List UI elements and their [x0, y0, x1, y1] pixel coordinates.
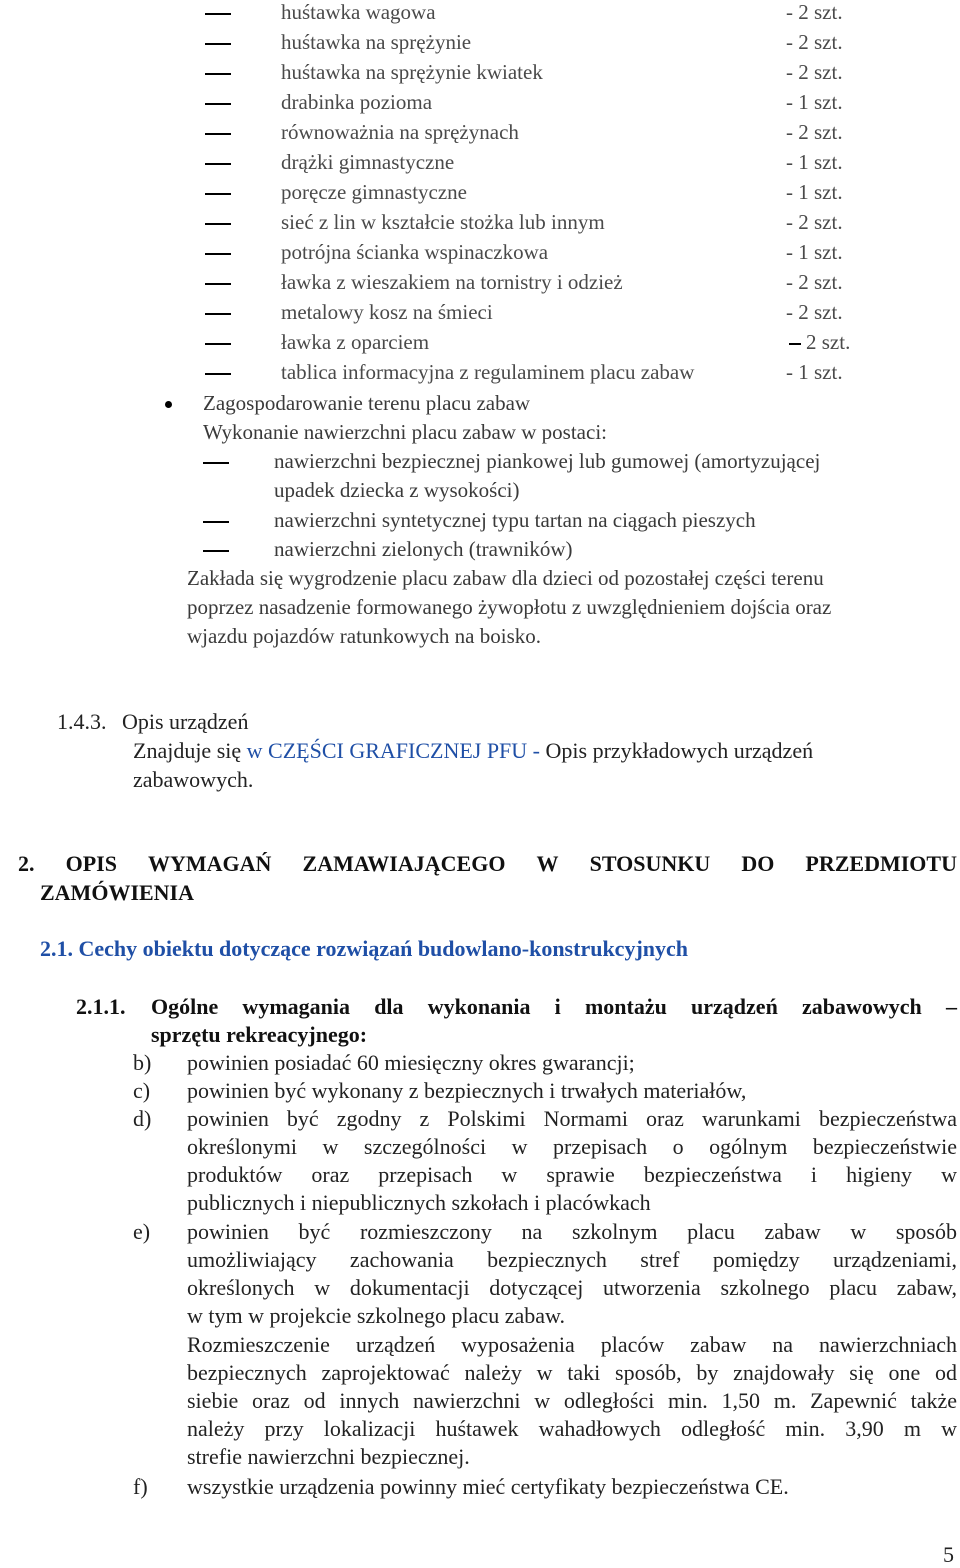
heading-word: OPIS [65, 851, 117, 876]
dash-icon [203, 550, 229, 552]
section-title-cont: sprzętu rekreacyjnego: [151, 1022, 368, 1047]
equipment-name: huśtawka na sprężynie [281, 30, 472, 54]
heading-word: W [536, 851, 559, 876]
equipment-qty: - 1 szt. [786, 150, 843, 174]
dash-icon [205, 373, 231, 375]
equipment-name: sieć z lin w kształcie stożka lub innym [281, 210, 605, 234]
dash-icon [205, 283, 231, 285]
dash-icon [205, 133, 231, 135]
surface-item: nawierzchni zielonych (trawników) [274, 537, 573, 561]
equipment-qty: - 2 szt. [786, 270, 843, 294]
dash-icon [205, 313, 231, 315]
heading-word: WYMAGAŃ [148, 851, 272, 876]
section-title: Zagospodarowanie terenu placu zabaw [203, 391, 531, 415]
paragraph-line: należy przy lokalizacji huśtawek wahadłowych odległość min. 3,90 m w [187, 1416, 957, 1441]
equipment-name: metalowy kosz na śmieci [281, 300, 493, 324]
equipment-name: ławka z wieszakiem na tornistry i odzież [281, 270, 623, 294]
section-title: Ogólne wymagania dla wykonania i montażu urządzeń zabawowych – [151, 994, 957, 1019]
equipment-name: ławka z oparciem [281, 330, 430, 354]
dash-icon [203, 462, 229, 464]
bullet-icon [165, 401, 172, 408]
equipment-name: drążki gimnastyczne [281, 150, 455, 174]
item-line: powinien być wykonany z bezpiecznych i trwałych materiałów, [187, 1078, 747, 1103]
equipment-qty: - 1 szt. [786, 360, 843, 384]
equipment-qty: - 2 szt. [786, 30, 843, 54]
dash-icon [205, 253, 231, 255]
heading-line [18, 853, 957, 875]
paragraph-line: bezpiecznych zaprojektować należy w taki sposób, by znajdowały się one od [187, 1360, 957, 1385]
heading-word: DO [741, 851, 775, 876]
reference-text: w CZĘŚCI GRAFICZNEJ PFU - [246, 738, 541, 763]
heading-word: ZAMAWIAJĄCEGO [302, 851, 506, 876]
section-text-cont: zabawowych. [133, 767, 254, 792]
equipment-qty: 2 szt. [806, 330, 851, 354]
dash-icon [205, 13, 231, 15]
paragraph-line: Rozmieszczenie urządzeń wyposażenia placów zabaw na nawierzchniach [187, 1332, 957, 1357]
item-line: publicznych i niepublicznych szkołach i placówkach [187, 1190, 651, 1215]
equipment-name: potrójna ścianka wspinaczkowa [281, 240, 549, 264]
section-text [133, 740, 813, 762]
item-line: powinien być rozmieszczony na szkolnym placu zabaw w sposób [187, 1219, 957, 1244]
item-line: powinien posiadać 60 miesięczny okres gwarancji; [187, 1050, 635, 1075]
paragraph-line: wjazdu pojazdów ratunkowych na boisko. [187, 624, 541, 648]
equipment-qty: - 2 szt. [786, 60, 843, 84]
section-number: 2.1.1. [76, 994, 126, 1019]
paragraph-line: strefie nawierzchni bezpiecznej. [187, 1444, 470, 1469]
equipment-name: drabinka pozioma [281, 90, 433, 114]
text-part: Znajduje się [133, 738, 247, 763]
item-line: określonymi w szczególności w przepisach o ogólnym bezpieczeństwie [187, 1134, 957, 1159]
surface-item: nawierzchni syntetycznej typu tartan na ciągach pieszych [274, 508, 756, 532]
item-line: umożliwiający zachowania bezpiecznych stref pomiędzy urządzeniami, [187, 1247, 957, 1272]
dash-icon [205, 343, 231, 345]
item-letter: f) [133, 1474, 148, 1499]
dash-icon [203, 521, 229, 523]
dash-icon [205, 43, 231, 45]
paragraph-line: siebie oraz od innych nawierzchni w odległości min. 1,50 m. Zapewnić także [187, 1388, 957, 1413]
item-line: produktów oraz przepisach w sprawie bezpieczeństwa i higieny w [187, 1162, 957, 1187]
item-line: powinien być zgodny z Polskimi Normami oraz warunkami bezpieczeństwa [187, 1106, 957, 1131]
equipment-qty: - 1 szt. [786, 90, 843, 114]
equipment-name: tablica informacyjna z regulaminem placu zabaw [281, 360, 695, 384]
subsection-heading: 2.1. Cechy obiektu dotyczące rozwiązań budowlano-konstrukcyjnych [40, 936, 689, 961]
section-title: Opis urządzeń [122, 709, 249, 734]
item-letter: c) [133, 1078, 151, 1103]
heading-word: PRZEDMIOTU [805, 851, 957, 876]
equipment-qty: - 1 szt. [786, 240, 843, 264]
heading-word: STOSUNKU [589, 851, 711, 876]
dash-icon [205, 163, 231, 165]
paragraph-line: poprzez nasadzenie formowanego żywopłotu z uwzględnieniem dojścia oraz [187, 595, 832, 619]
equipment-name: huśtawka na sprężynie kwiatek [281, 60, 543, 84]
dash-icon [789, 343, 801, 345]
equipment-qty: - 2 szt. [786, 300, 843, 324]
equipment-qty: - 2 szt. [786, 210, 843, 234]
equipment-name: równoważnia na sprężynach [281, 120, 519, 144]
item-letter: e) [133, 1219, 151, 1244]
equipment-qty: - 1 szt. [786, 180, 843, 204]
page-number: 5 [943, 1542, 954, 1567]
dash-icon [205, 223, 231, 225]
dash-icon [205, 193, 231, 195]
item-letter: b) [133, 1050, 152, 1075]
item-line: w tym w projekcie szkolnego placu zabaw. [187, 1303, 565, 1328]
section-intro: Wykonanie nawierzchni placu zabaw w postaci: [203, 420, 607, 444]
heading-line-2: ZAMÓWIENIA [40, 880, 195, 905]
surface-item-cont: upadek dziecka z wysokości) [274, 478, 520, 502]
text-part: Opis przykładowych urządzeń [540, 738, 814, 763]
item-letter: d) [133, 1106, 152, 1131]
item-line: określonych w dokumentacji dotyczącej utworzenia szkolnego placu zabaw, [187, 1275, 957, 1300]
surface-item: nawierzchni bezpiecznej piankowej lub gumowej (amortyzującej [274, 449, 821, 473]
item-line: wszystkie urządzenia powinny mieć certyfikaty bezpieczeństwa CE. [187, 1474, 789, 1499]
paragraph-line: Zakłada się wygrodzenie placu zabaw dla dzieci od pozostałej części terenu [187, 566, 824, 590]
equipment-qty: - 2 szt. [786, 0, 843, 24]
dash-icon [205, 103, 231, 105]
equipment-name: poręcze gimnastyczne [281, 180, 467, 204]
dash-icon [205, 73, 231, 75]
section-number: 1.4.3. [57, 709, 107, 734]
heading-number: 2. [18, 851, 35, 876]
equipment-name: huśtawka wagowa [281, 0, 436, 24]
equipment-qty: - 2 szt. [786, 120, 843, 144]
